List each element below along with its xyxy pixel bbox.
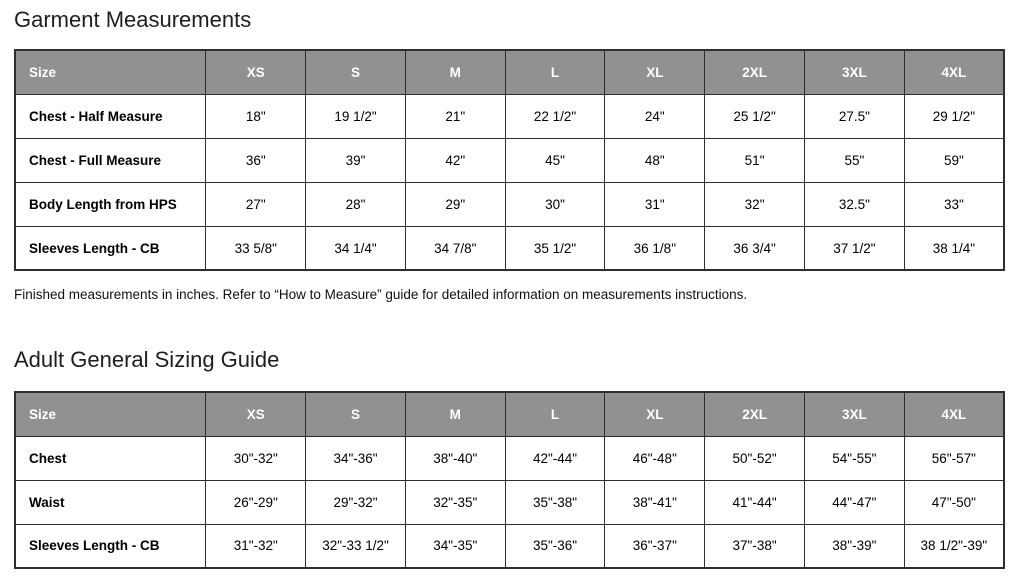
adult-sizing-table [14, 391, 1005, 569]
size-column-header: L [505, 50, 605, 94]
measurement-cell: 37"-38" [705, 524, 805, 568]
measurement-cell: 21" [405, 94, 505, 138]
measurement-cell: 35"-36" [505, 524, 605, 568]
table-row [15, 480, 1004, 524]
measurement-cell: 38 1/2"-39" [904, 524, 1004, 568]
measurement-cell: 34"-36" [306, 436, 406, 480]
measurement-cell: 39" [306, 138, 406, 182]
size-label-header: Size [15, 392, 206, 436]
measurement-cell: 36 1/8" [605, 226, 705, 270]
measurement-cell: 35 1/2" [505, 226, 605, 270]
measurement-cell: 45" [505, 138, 605, 182]
measurement-cell: 34 1/4" [306, 226, 406, 270]
measurement-cell: 51" [705, 138, 805, 182]
measurement-cell: 30" [505, 182, 605, 226]
measurement-cell: 27.5" [804, 94, 904, 138]
measurement-cell: 56"-57" [904, 436, 1004, 480]
measurement-cell: 54"-55" [804, 436, 904, 480]
size-column-header: 3XL [804, 392, 904, 436]
measurement-cell: 50"-52" [705, 436, 805, 480]
size-column-header: S [306, 392, 406, 436]
measurement-cell: 32"-33 1/2" [306, 524, 406, 568]
row-label: Chest - Full Measure [15, 138, 206, 182]
size-column-header: 4XL [904, 392, 1004, 436]
measurement-cell: 29"-32" [306, 480, 406, 524]
measurement-cell: 38"-40" [405, 436, 505, 480]
measurement-cell: 42"-44" [505, 436, 605, 480]
table-row [15, 94, 1004, 138]
size-column-header: 3XL [804, 50, 904, 94]
size-column-header: XL [605, 50, 705, 94]
measurement-cell: 48" [605, 138, 705, 182]
measurement-cell: 31" [605, 182, 705, 226]
row-label: Chest - Half Measure [15, 94, 206, 138]
measurement-cell: 27" [206, 182, 306, 226]
measurement-cell: 37 1/2" [804, 226, 904, 270]
size-column-header: 4XL [904, 50, 1004, 94]
measurement-cell: 36 3/4" [705, 226, 805, 270]
measurement-cell: 47"-50" [904, 480, 1004, 524]
measurement-cell: 29 1/2" [904, 94, 1004, 138]
measurement-cell: 35"-38" [505, 480, 605, 524]
measurement-cell: 36"-37" [605, 524, 705, 568]
size-column-header: XL [605, 392, 705, 436]
size-column-header: 2XL [705, 50, 805, 94]
measurement-cell: 34"-35" [405, 524, 505, 568]
table-header-row [15, 50, 1004, 94]
measurement-cell: 29" [405, 182, 505, 226]
measurement-cell: 46"-48" [605, 436, 705, 480]
measurement-cell: 32"-35" [405, 480, 505, 524]
measurement-cell: 33" [904, 182, 1004, 226]
measurement-cell: 38"-41" [605, 480, 705, 524]
measurement-cell: 28" [306, 182, 406, 226]
measurement-cell: 22 1/2" [505, 94, 605, 138]
size-label-header: Size [15, 50, 206, 94]
measurement-cell: 18" [206, 94, 306, 138]
size-column-header: XS [206, 392, 306, 436]
size-column-header: M [405, 50, 505, 94]
measurement-cell: 42" [405, 138, 505, 182]
row-label: Sleeves Length - CB [15, 524, 206, 568]
measurement-cell: 34 7/8" [405, 226, 505, 270]
row-label: Sleeves Length - CB [15, 226, 206, 270]
table-row [15, 182, 1004, 226]
measurement-cell: 31"-32" [206, 524, 306, 568]
measurement-cell: 59" [904, 138, 1004, 182]
table-row [15, 524, 1004, 568]
measurement-cell: 38 1/4" [904, 226, 1004, 270]
measurement-cell: 38"-39" [804, 524, 904, 568]
measurement-note: Finished measurements in inches. Refer to “How to Measure” guide for detailed information on measurements instructions. [14, 287, 748, 303]
measurement-cell: 30"-32" [206, 436, 306, 480]
measurement-cell: 32.5" [804, 182, 904, 226]
measurement-cell: 32" [705, 182, 805, 226]
table-row [15, 226, 1004, 270]
size-column-header: L [505, 392, 605, 436]
size-column-header: S [306, 50, 406, 94]
measurement-cell: 36" [206, 138, 306, 182]
row-label: Waist [15, 480, 206, 524]
table-row [15, 436, 1004, 480]
measurement-cell: 19 1/2" [306, 94, 406, 138]
garment-measurements-table [14, 49, 1005, 271]
measurement-cell: 33 5/8" [206, 226, 306, 270]
row-label: Chest [15, 436, 206, 480]
measurement-cell: 24" [605, 94, 705, 138]
row-label: Body Length from HPS [15, 182, 206, 226]
measurement-cell: 41"-44" [705, 480, 805, 524]
size-column-header: M [405, 392, 505, 436]
size-column-header: XS [206, 50, 306, 94]
table-row [15, 138, 1004, 182]
table-header-row [15, 392, 1004, 436]
measurement-cell: 55" [804, 138, 904, 182]
measurement-cell: 26"-29" [206, 480, 306, 524]
measurement-cell: 44"-47" [804, 480, 904, 524]
measurement-cell: 25 1/2" [705, 94, 805, 138]
adult-sizing-title: Adult General Sizing Guide [14, 346, 280, 372]
size-column-header: 2XL [705, 392, 805, 436]
garment-measurements-title: Garment Measurements [14, 7, 252, 32]
